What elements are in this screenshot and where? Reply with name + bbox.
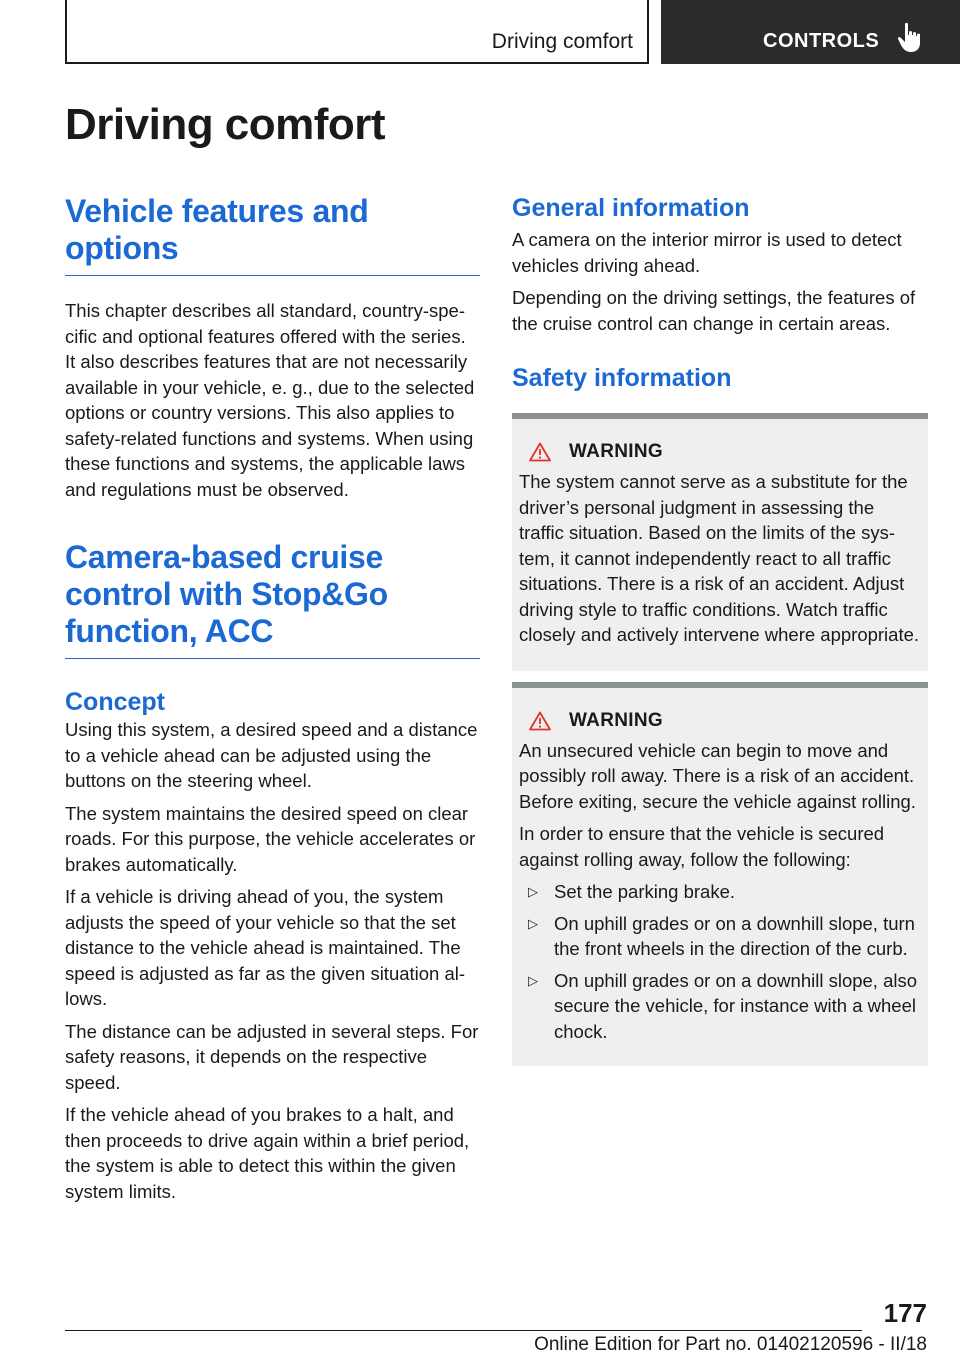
heading-general-information: General information <box>512 194 750 222</box>
general-paragraph: A camera on the interior mirror is used to detect vehicles driving ahead. <box>512 229 902 276</box>
warning-label: WARNING <box>569 709 663 731</box>
header-controls-tab[interactable] <box>661 0 960 64</box>
heading-concept: Concept <box>65 688 165 716</box>
warning-bullet-list <box>519 879 922 1044</box>
warning-text: In order to ensure that the vehicle is secured against rolling away, follow the following: <box>519 823 885 870</box>
warning-triangle-icon <box>529 711 551 731</box>
footer-divider <box>65 1330 862 1331</box>
triangle-bullet-icon: ▷ <box>528 884 538 899</box>
warning-text: An unsecured vehicle can begin to move and possibly roll away. There is a risk of an accident. Before exiting, secure the vehicle against rolling. <box>519 739 916 812</box>
warning-triangle-icon <box>529 442 551 462</box>
heading-safety-information: Safety information <box>512 364 732 392</box>
concept-paragraph: If a vehicle is driving ahead of you, the system adjusts the speed of your vehicle so that the set distance to the vehicle ahead is maintained. The speed is adjusted as far as the given situation allows. <box>65 886 466 1009</box>
vehicle-features-paragraph: This chapter describes all standard, country-specific and optional features offered with the series. It also describes features that are not necessarily available in your vehicle, e. g., due to the selected options or country versions. This also applies to safety-related functions and systems. When using these functions and systems, the applicable laws and regulations must be observed. <box>65 300 475 500</box>
header-section-title: Driving comfort <box>491 30 633 53</box>
list-item-text: On uphill grades or on a downhill slope, turn the front wheels in the direction of the curb. <box>554 912 915 959</box>
warning-label: WARNING <box>569 441 663 462</box>
concept-paragraph: Using this system, a desired speed and a distance to a vehicle ahead can be adjusted using the buttons on the steering wheel. <box>65 719 478 791</box>
right-column <box>512 193 928 1066</box>
pointing-hand-icon <box>897 22 923 54</box>
warning-text: The system cannot serve as a substitute for the driver’s personal judgment in assessing the traffic situation. Based on the limits of the system, it cannot independently react to all traffic situations. There is a risk of an accident. Adjust driving style to traffic conditions. Watch traffic closely and actively intervene where appropriate. <box>519 471 920 645</box>
warning-box-2 <box>512 682 928 1067</box>
heading-vehicle-features: Vehicle features and options <box>65 193 480 276</box>
footer-edition: Online Edition for Part no. 01402120596 - II/18 <box>534 1334 927 1355</box>
header-tab-label: CONTROLS <box>763 30 880 52</box>
triangle-bullet-icon: ▷ <box>528 972 538 988</box>
page-title: Driving comfort <box>65 100 386 149</box>
list-item <box>519 911 922 962</box>
concept-paragraph: The system maintains the desired speed on clear roads. For this purpose, the vehicle accelerates or brakes automatically. <box>65 802 476 875</box>
concept-paragraph: If the vehicle ahead of you brakes to a halt, and then proceeds to drive again within a brief period, the system is able to detect this within the given system limits. <box>65 1104 470 1202</box>
warning-header <box>519 710 922 732</box>
header-section-box <box>65 0 649 64</box>
list-item-text: On uphill grades or on a downhill slope, also secure the vehicle, for instance with a wheel chock. <box>554 969 918 1042</box>
list-item-text: Set the parking brake. <box>554 881 735 902</box>
general-paragraph: Depending on the driving settings, the features of the cruise control can change in certain areas. <box>512 287 916 334</box>
list-item <box>519 968 922 1045</box>
concept-paragraph: The distance can be adjusted in several steps. For safety reasons, it depends on the respective speed. <box>65 1020 479 1093</box>
heading-acc: Camera-based cruise control with Stop&Go function, ACC <box>65 539 480 659</box>
list-item <box>519 879 922 905</box>
triangle-bullet-icon: ▷ <box>528 915 538 931</box>
warning-box-1 <box>512 413 928 671</box>
warning-header <box>519 441 922 463</box>
left-column <box>65 193 480 1211</box>
page-number: 177 <box>883 1298 927 1328</box>
